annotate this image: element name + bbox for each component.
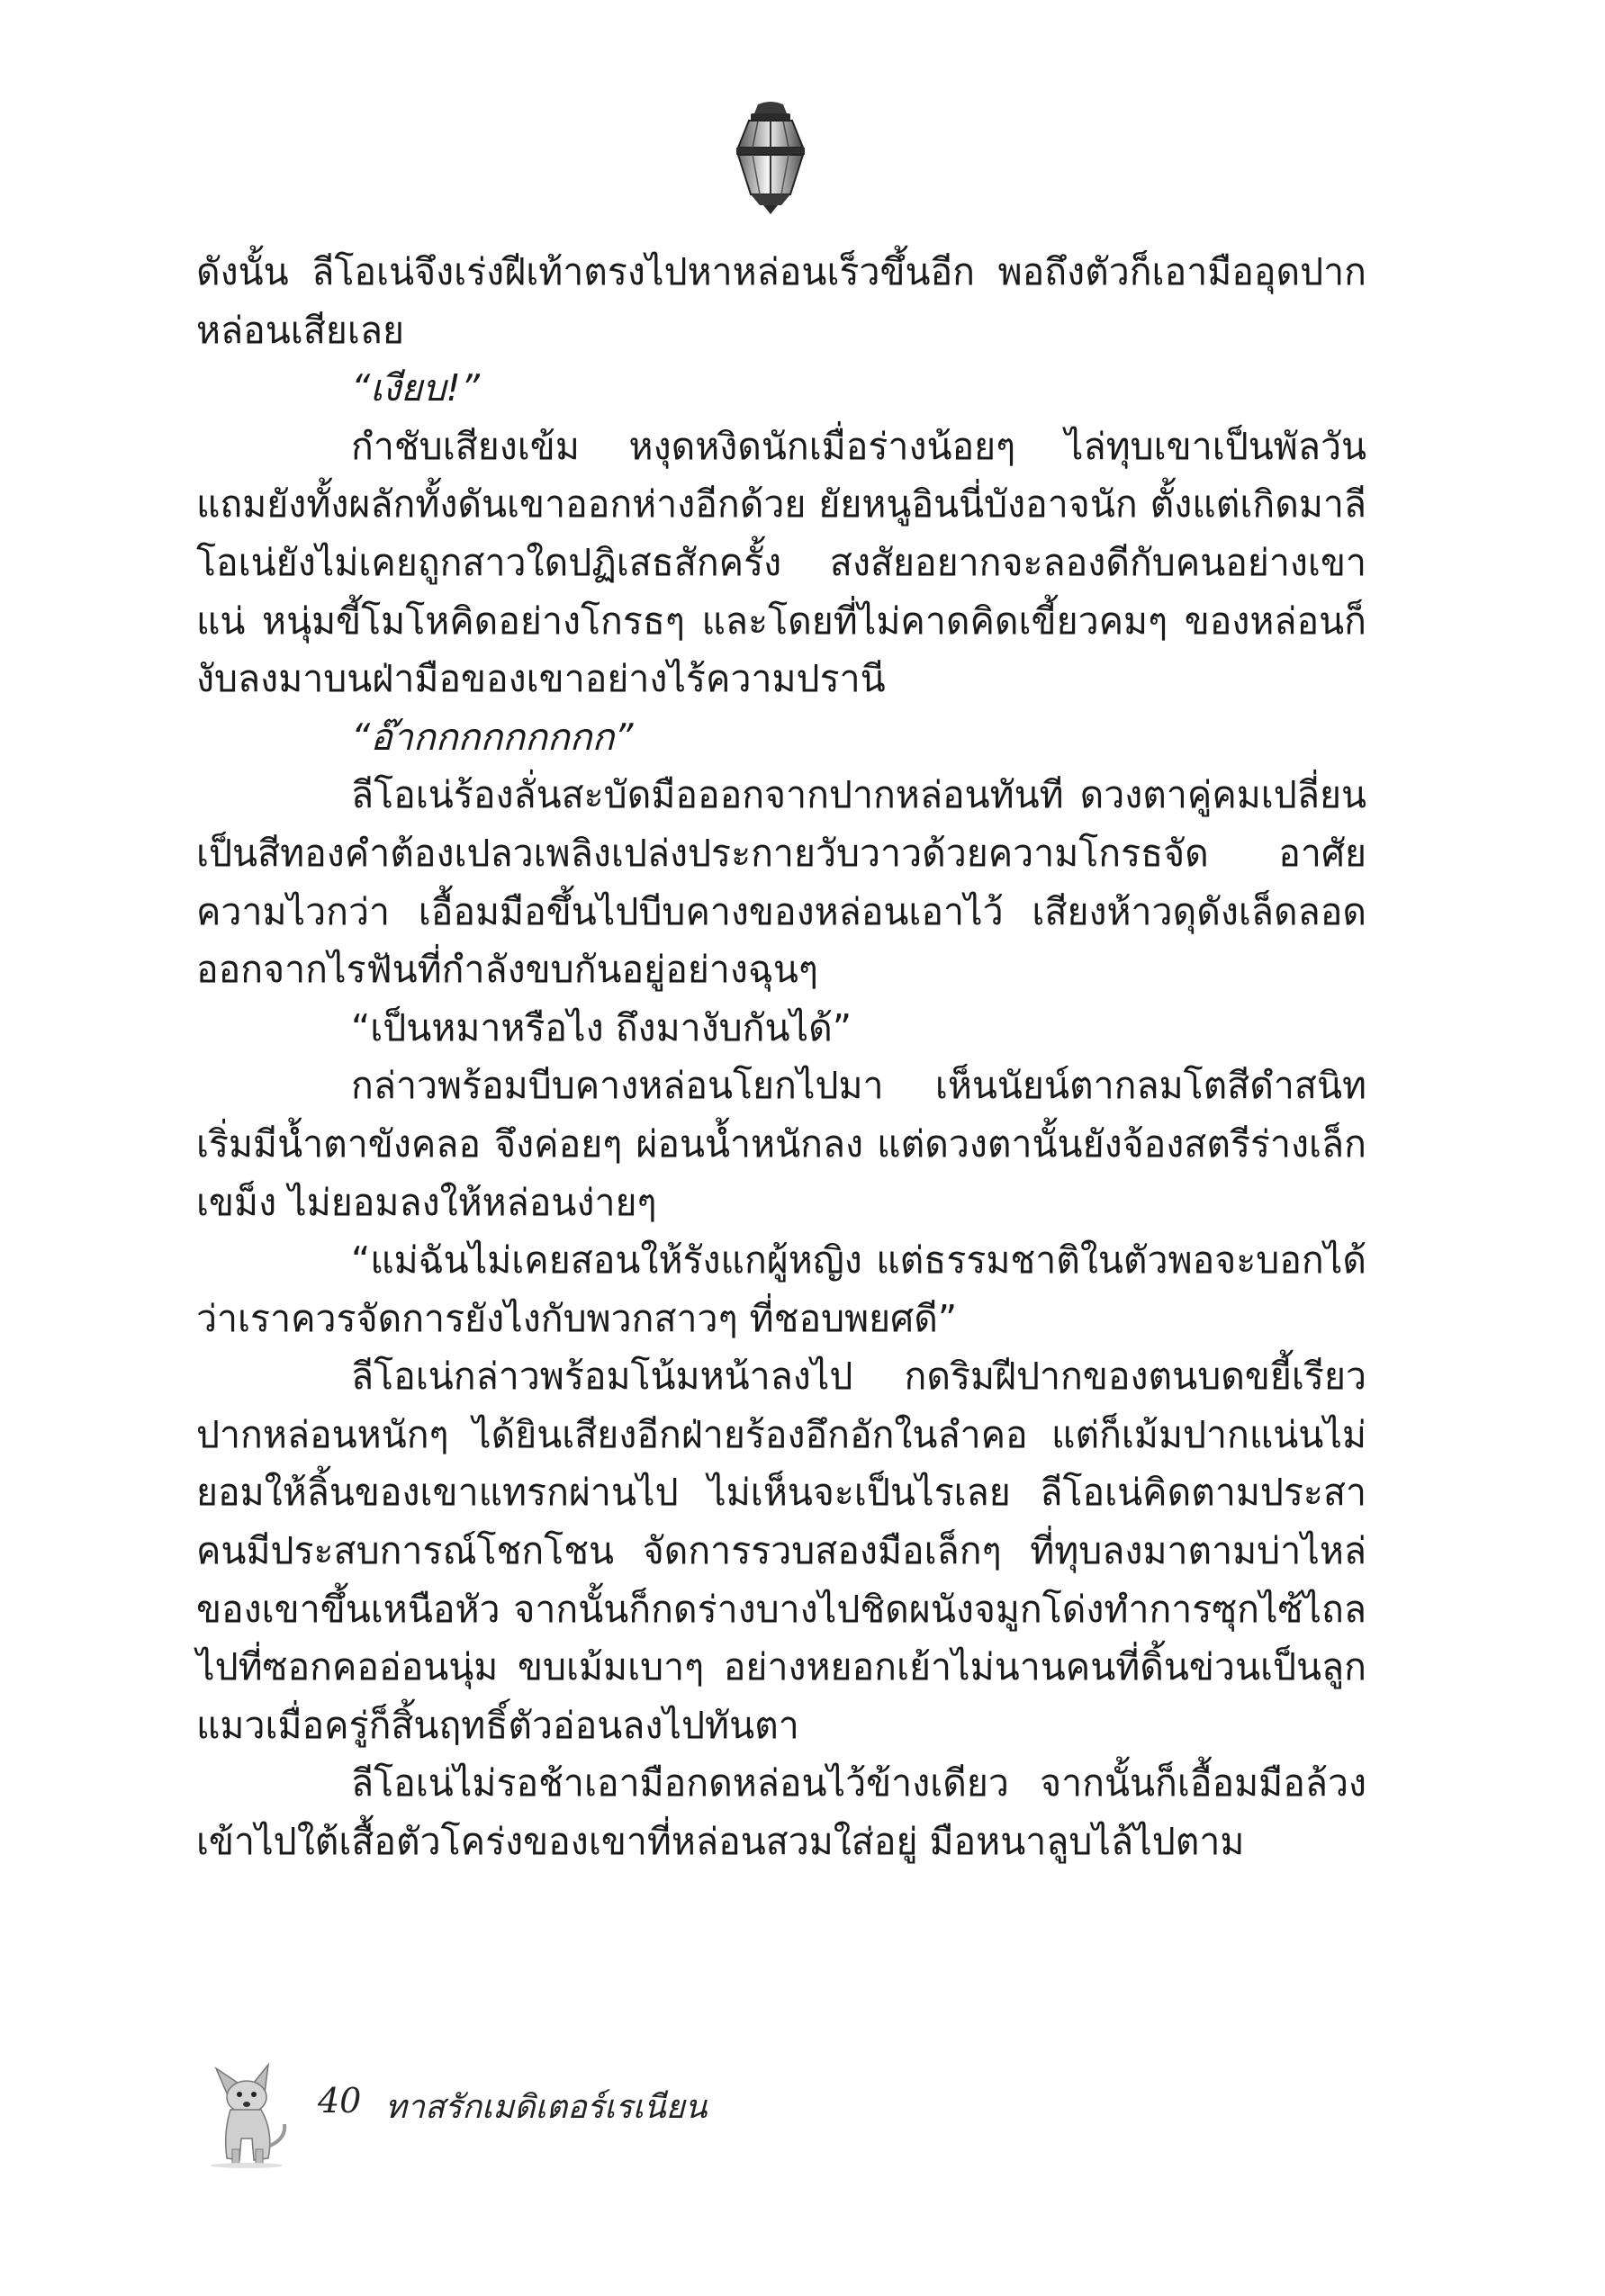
chihuahua-dog-icon — [196, 2052, 295, 2169]
paragraph: ดังนั้น ลีโอเน่จึงเร่งฝีเท้าตรงไปหาหล่อนเร็วขึ้นอีก พอถึงตัวก็เอามืออุดปากหล่อนเสียเลย — [196, 250, 1366, 352]
paragraph: กำชับเสียงเข้ม หงุดหงิดนักเมื่อร่างน้อยๆ ไล่ทุบเขาเป็นพัลวัน แถมยังทั้งผลักทั้งดันเขาออกห่างอีกด้วย ยัยหนูอินนี่บังอาจนัก ตั้งแต่เกิดมาลีโอเน่ยังไม่เคยถูกสาวใดปฏิเสธสักครั้ง สงสัยอยากจะลองดีกับคนอย่างเขาแน่ หนุ่มขี้โมโหคิดอย่างโกรธๆ และโดยที่ไม่คาดคิดเขี้ยวคมๆ ของหล่อนก็งับลงมาบนฝ่ามือของเขาอย่างไร้ความปรานี — [196, 424, 1366, 701]
paragraph-dialogue: “เงียบ!” — [351, 366, 480, 410]
body-text — [196, 243, 1366, 1871]
paragraph: ลีโอเน่ไม่รอช้าเอามือกดหล่อนไว้ข้างเดียว จากนั้นก็เอื้อมมือล้วงเข้าไปใต้เสื้อตัวโคร่งของเขาที่หล่อนสวมใส่อยู่ มือหนาลูบไล้ไปตาม — [196, 1761, 1366, 1864]
paragraph-dialogue: “แม่ฉันไม่เคยสอนให้รังแกผู้หญิง แต่ธรรมชาติในตัวพอจะบอกได้ว่าเราควรจัดการยังไงกับพวกสาวๆ ที่ชอบพยศดี” — [196, 1238, 1366, 1340]
paragraph: กล่าวพร้อมบีบคางหล่อนโยกไปมา เห็นนัยน์ตากลมโตสีดำสนิทเริ่มมีน้ำตาขังคลอ จึงค่อยๆ ผ่อนน้ำหนักลง แต่ดวงตานั้นยังจ้องสตรีร่างเล็กเขม็ง ไม่ยอมลงให้หล่อนง่ายๆ — [196, 1064, 1366, 1224]
book-title: ทาสรักเมดิเตอร์เรเนียน — [385, 2089, 708, 2126]
paragraph-dialogue: “อ๊ากกกกกกกกก” — [351, 715, 634, 759]
paragraph: ลีโอเน่ร้องลั่นสะบัดมือออกจากปากหล่อนทันที ดวงตาคู่คมเปลี่ยนเป็นสีทองคำต้องเปลวเพลิงเปล่งประกายวับวาวด้วยความโกรธจัด อาศัยความไวกว่า เอื้อมมือขึ้นไปบีบคางของหล่อนเอาไว้ เสียงห้าวดุดังเล็ดลอดออกจากไรฟันที่กำลังขบกันอยู่อย่างฉุนๆ — [196, 773, 1366, 992]
paragraph-dialogue: “เป็นหมาหรือไง ถึงมางับกันได้” — [351, 1005, 852, 1049]
page-footer — [196, 2052, 826, 2169]
page-number: 40 — [318, 2081, 362, 2120]
lantern-icon — [731, 101, 810, 216]
paragraph: ลีโอเน่กล่าวพร้อมโน้มหน้าลงไป กดริมฝีปากของตนบดขยี้เรียวปากหล่อนหนักๆ ได้ยินเสียงอีกฝ่ายร้องอึกอักในลำคอ แต่ก็เม้มปากแน่นไม่ยอมให้ลิ้นของเขาแทรกผ่านไป ไม่เห็นจะเป็นไรเลย ลีโอเน่คิดตามประสาคนมีประสบการณ์โชกโชน จัดการรวบสองมือเล็กๆ ที่ทุบลงมาตามบ่าไหล่ของเขาขึ้นเหนือหัว จากนั้นก็กดร่างบางไปชิดผนังจมูกโด่งทำการซุกไซ้ไถลไปที่ซอกคออ่อนนุ่ม ขบเม้มเบาๆ อย่างหยอกเย้าไม่นานคนที่ดิ้นข่วนเป็นลูกแมวเมื่อครู่ก็สิ้นฤทธิ์ตัวอ่อนลงไปทันตา — [196, 1355, 1366, 1747]
